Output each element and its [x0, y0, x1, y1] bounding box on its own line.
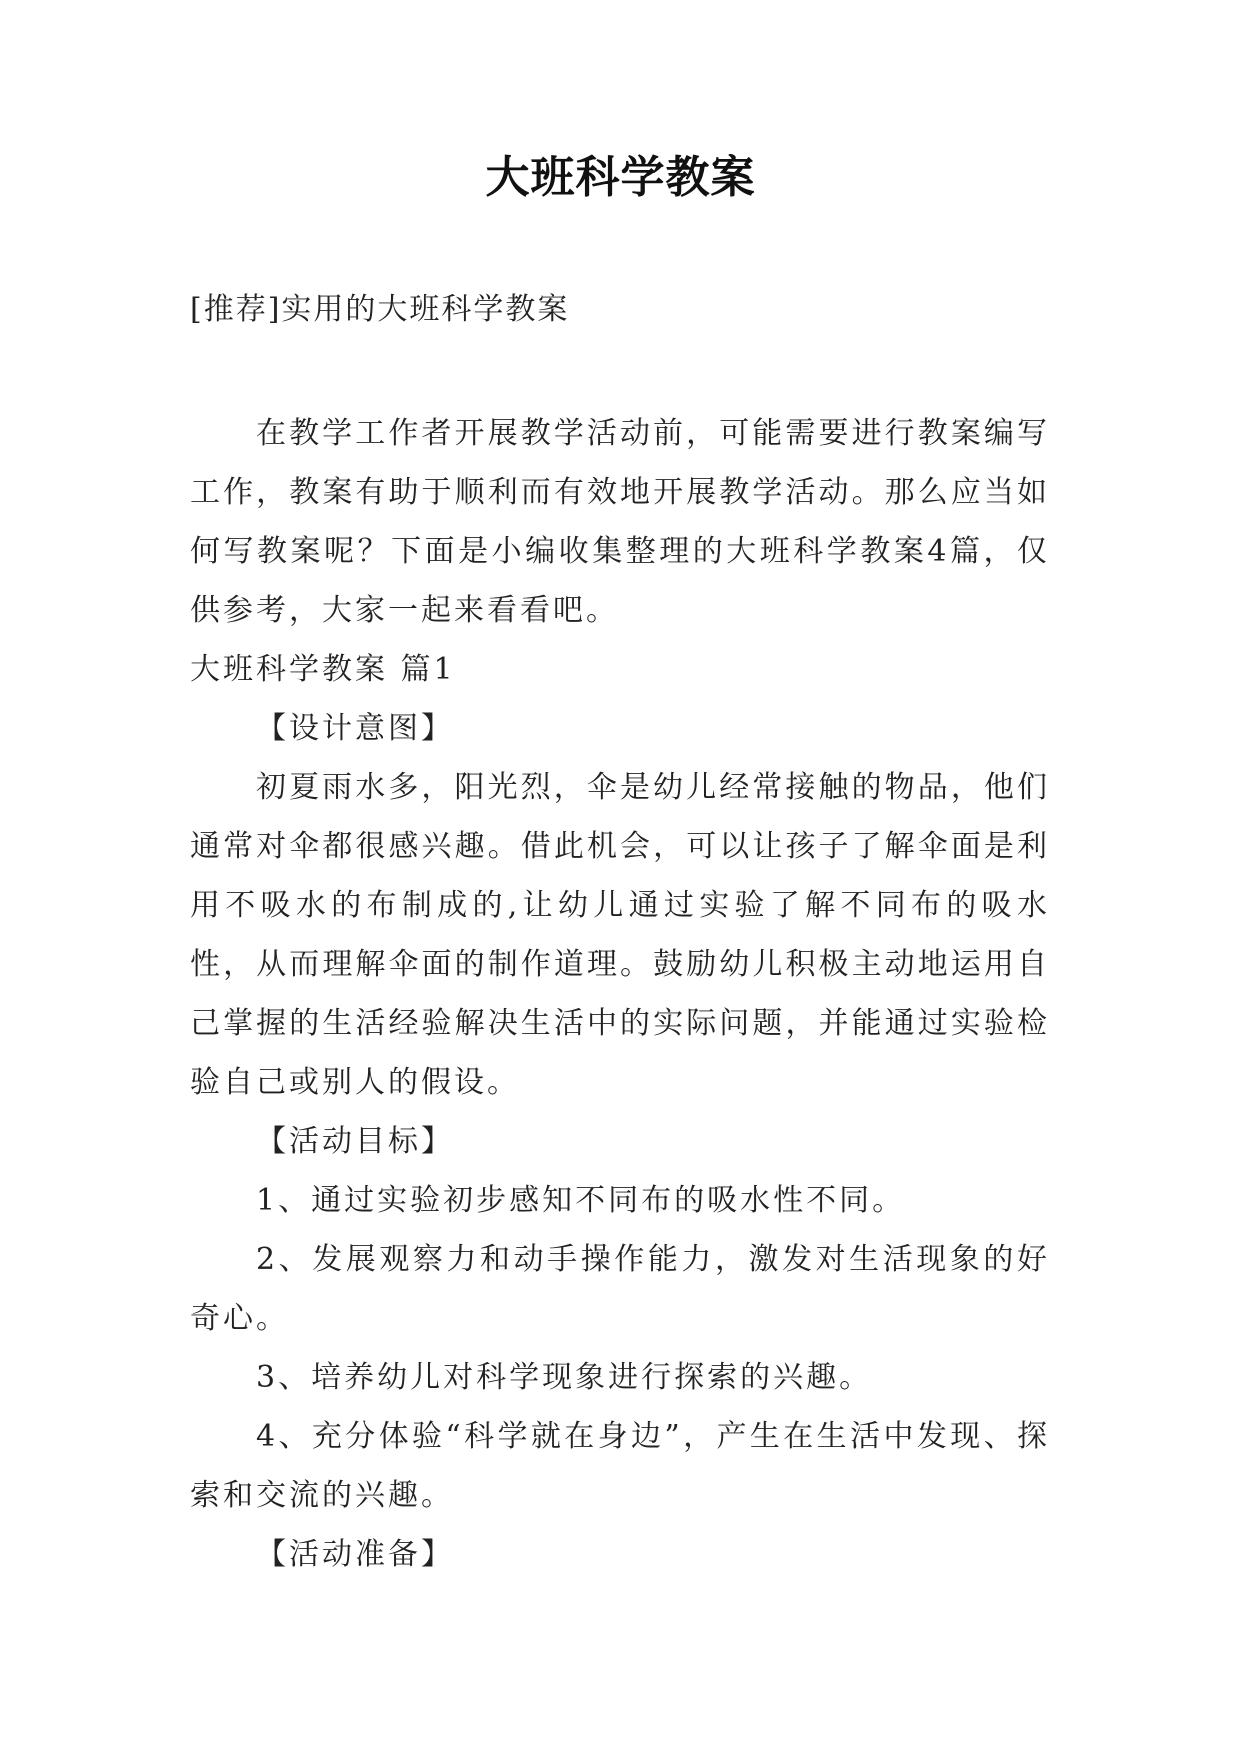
document-title: 大班科学教案 [485, 152, 756, 203]
intro-paragraph: 在教学工作者开展教学活动前，可能需要进行教案编写工作，教案有助于顺利而有效地开展教学活动。那么应当如何写教案呢？下面是小编收集整理的大班科学教案4篇，仅供参考，大家一起来看看吧。 [190, 416, 1050, 628]
design-heading: 【设计意图】 [256, 711, 454, 746]
section-title: 大班科学教案 篇1 [190, 652, 456, 687]
goal-item-2: 2、发展观察力和动手操作能力，激发对生活现象的好奇心。 [190, 1242, 1050, 1336]
goal-item-3: 3、培养幼儿对科学现象进行探索的兴趣。 [256, 1360, 873, 1395]
document-body [190, 404, 1050, 1584]
prep-heading: 【活动准备】 [256, 1537, 454, 1572]
goal-item-4: 4、充分体验“科学就在身边”，产生在生活中发现、探索和交流的兴趣。 [190, 1419, 1050, 1513]
goal-item-1: 1、通过实验初步感知不同布的吸水性不同。 [256, 1183, 906, 1218]
document-subtitle: [推荐]实用的大班科学教案 [190, 292, 570, 327]
goals-heading: 【活动目标】 [256, 1124, 454, 1159]
design-paragraph: 初夏雨水多，阳光烈，伞是幼儿经常接触的物品，他们通常对伞都很感兴趣。借此机会，可以让孩子了解伞面是利用不吸水的布制成的,让幼儿通过实验了解不同布的吸水性，从而理解伞面的制作道理。鼓励幼儿积极主动地运用自己掌握的生活经验解决生活中的实际问题，并能通过实验检验自己或别人的假设。 [190, 770, 1050, 1100]
